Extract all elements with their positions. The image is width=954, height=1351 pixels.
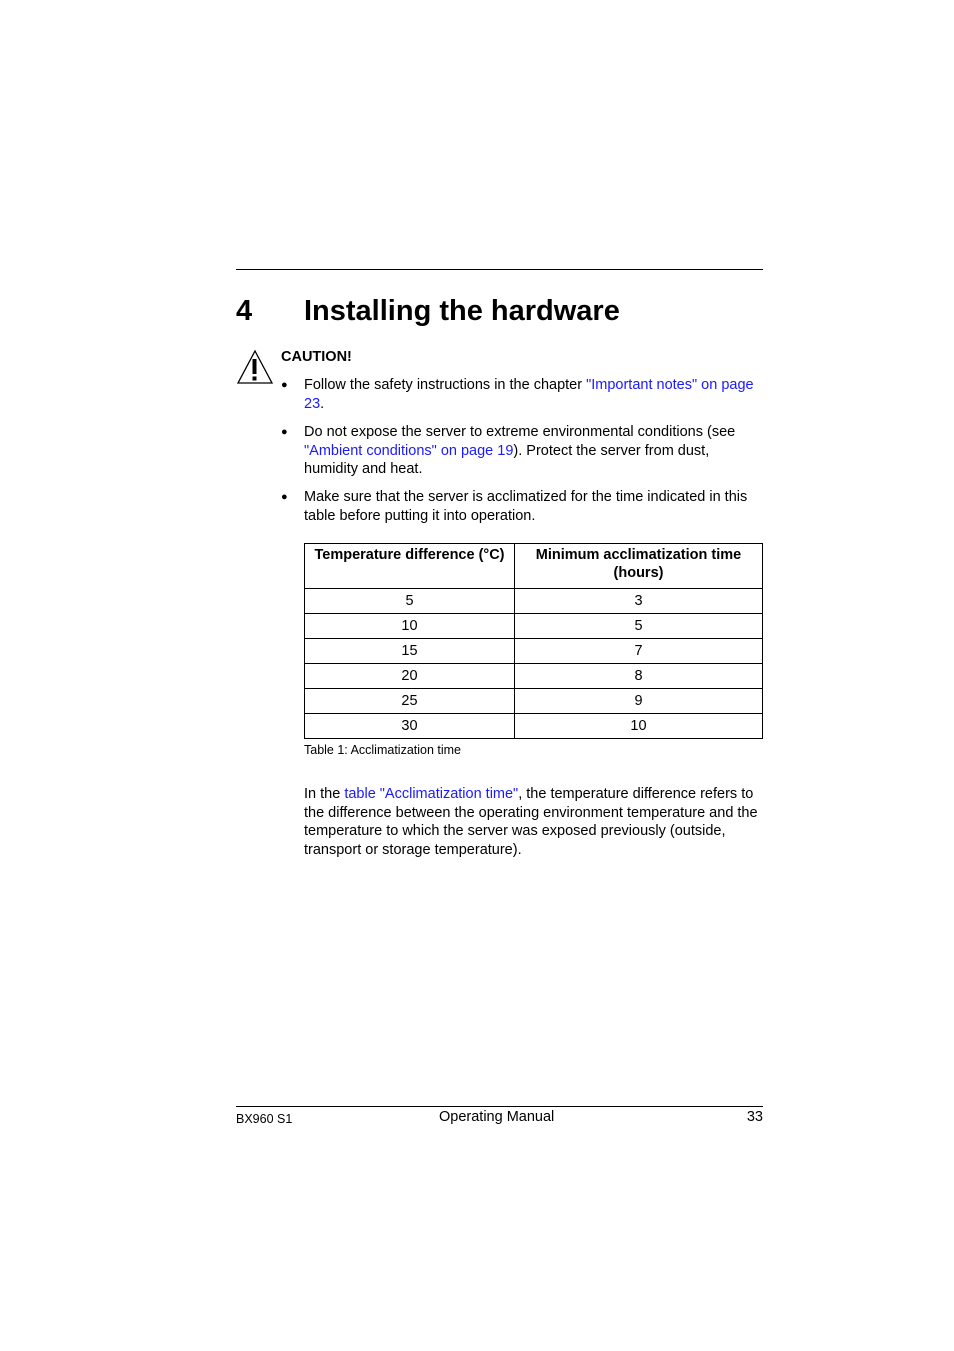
important-notes-link[interactable]: "Important notes" on page 23 bbox=[304, 377, 754, 412]
bullet-text: Do not expose the server to extreme environmental conditions (see bbox=[304, 424, 736, 440]
ambient-conditions-link[interactable]: "Ambient conditions" on page 19 bbox=[304, 442, 514, 459]
paragraph-text: , the temperature difference refers to the difference between the operating environment temperature and the temperature to which the server was exposed previously (outside, transport or storage temperature). bbox=[304, 786, 758, 858]
caution-bullet bbox=[304, 488, 764, 525]
table-row bbox=[305, 639, 763, 664]
table-cell: 10 bbox=[515, 714, 763, 739]
bullet-text: . bbox=[320, 395, 325, 412]
table-cell: 5 bbox=[305, 589, 515, 614]
caution-bullet bbox=[304, 423, 764, 479]
bullet-icon: ● bbox=[281, 426, 288, 438]
table-row bbox=[305, 689, 763, 714]
table-cell: 3 bbox=[515, 589, 763, 614]
acclimatization-table bbox=[304, 543, 763, 739]
column-header-temperature: Temperature difference (°C) bbox=[305, 544, 515, 589]
chapter-top-rule bbox=[236, 269, 763, 270]
column-header-time: Minimum acclimatization time (hours) bbox=[515, 544, 763, 589]
table-cell: 30 bbox=[305, 714, 515, 739]
bullet-text: Make sure that the server is acclimatized for the time indicated in this table before putting it into operation. bbox=[304, 489, 748, 524]
table-cell: 25 bbox=[305, 689, 515, 714]
table-row bbox=[305, 664, 763, 689]
acclimatization-table-link[interactable]: table "Acclimatization time" bbox=[344, 786, 519, 802]
chapter-number: 4 bbox=[236, 295, 253, 327]
table-cell: 7 bbox=[515, 639, 763, 664]
footer-product: BX960 S1 bbox=[236, 1112, 293, 1126]
table-header-row bbox=[305, 544, 763, 589]
table-caption: Table 1: Acclimatization time bbox=[304, 743, 462, 757]
table-row bbox=[305, 589, 763, 614]
bullet-text: ). Protect the server from dust, humidity and heat. bbox=[304, 442, 710, 477]
footer-rule bbox=[236, 1106, 763, 1107]
bullet-text: Follow the safety instructions in the chapter bbox=[304, 377, 587, 393]
chapter-title: Installing the hardware bbox=[304, 295, 620, 327]
caution-label: CAUTION! bbox=[281, 349, 352, 365]
table-cell: 10 bbox=[305, 614, 515, 639]
table-cell: 20 bbox=[305, 664, 515, 689]
table-cell: 8 bbox=[515, 664, 763, 689]
body-paragraph bbox=[304, 785, 764, 859]
table-cell: 5 bbox=[515, 614, 763, 639]
caution-bullet bbox=[304, 376, 764, 413]
bullet-icon: ● bbox=[281, 491, 288, 503]
table-cell: 9 bbox=[515, 689, 763, 714]
bullet-icon: ● bbox=[281, 379, 288, 391]
warning-triangle-icon bbox=[236, 349, 274, 385]
paragraph-text: In the bbox=[304, 786, 345, 802]
table-cell: 15 bbox=[305, 639, 515, 664]
footer-page-number: 33 bbox=[746, 1109, 763, 1125]
table-row bbox=[305, 614, 763, 639]
footer-manual-title: Operating Manual bbox=[439, 1109, 555, 1125]
table-row bbox=[305, 714, 763, 739]
